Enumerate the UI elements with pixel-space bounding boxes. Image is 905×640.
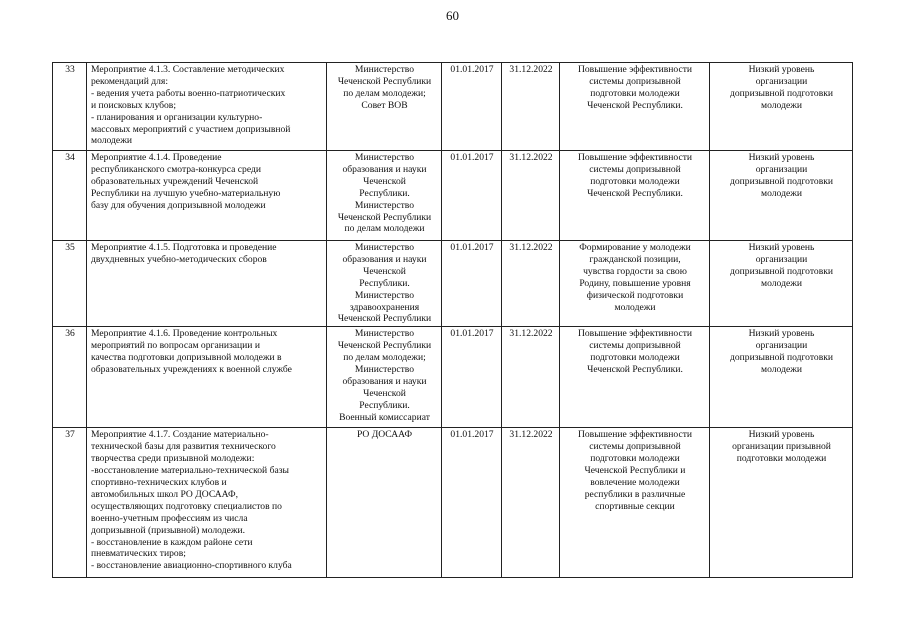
event-cell bbox=[87, 63, 327, 151]
event-line: образовательных учреждениях к военной службе bbox=[91, 364, 292, 376]
event-line: базу для обучения допризывной молодежи bbox=[91, 199, 266, 211]
result-line: вовлечение молодежи bbox=[590, 476, 680, 488]
risk-line: организации призывной bbox=[732, 441, 831, 453]
result-line: подготовки молодежи bbox=[590, 87, 680, 99]
result-line: Чеченской Республики. bbox=[587, 364, 683, 376]
result-line: Формирование у молодежи bbox=[579, 242, 691, 253]
result-line: физической подготовки bbox=[586, 289, 684, 301]
page-number: 60 bbox=[446, 8, 459, 23]
start-date-cell: 01.01.2017 bbox=[442, 63, 502, 151]
result-cell bbox=[560, 241, 710, 327]
result-line: Родину, повышение уровня bbox=[579, 277, 691, 289]
event-line: Мероприятие 4.1.4. Проведение bbox=[91, 152, 222, 163]
table-row bbox=[53, 63, 853, 151]
event-cell bbox=[87, 327, 327, 428]
result-line: системы допризывной bbox=[589, 75, 681, 87]
risk-cell bbox=[710, 327, 853, 428]
executor-line: по делам молодежи; bbox=[343, 87, 426, 99]
event-line: допризывной (призывной) молодежи. bbox=[91, 524, 246, 536]
executor-cell bbox=[327, 151, 442, 241]
row-number-cell: 36 bbox=[53, 327, 87, 428]
event-line: технической базы для развития технического bbox=[91, 441, 276, 453]
risk-cell bbox=[710, 241, 853, 327]
executor-line: Чеченской Республики bbox=[337, 75, 432, 87]
event-line: - планирования и организации культурно- bbox=[91, 111, 263, 123]
start-date-cell: 01.01.2017 bbox=[442, 428, 502, 578]
start-date-cell: 01.01.2017 bbox=[442, 151, 502, 241]
result-cell bbox=[560, 428, 710, 578]
result-line: Повышение эффективности bbox=[577, 152, 693, 163]
event-line: массовых мероприятий с участием допризывной bbox=[91, 123, 291, 135]
result-cell bbox=[560, 63, 710, 151]
event-line: качества подготовки допризывной молодежи в bbox=[91, 352, 282, 364]
risk-line: Низкий уровень bbox=[748, 429, 815, 441]
event-line: спортивно-технических клубов и bbox=[91, 476, 227, 488]
executor-line: образования и науки bbox=[342, 375, 427, 387]
end-date-cell: 31.12.2022 bbox=[502, 428, 560, 578]
event-line: Мероприятие 4.1.5. Подготовка и проведение bbox=[91, 242, 277, 253]
result-line: системы допризывной bbox=[589, 163, 681, 175]
event-line: -восстановление материально-технической базы bbox=[91, 465, 289, 477]
executor-line: Совет ВОВ bbox=[361, 99, 408, 111]
result-line: республики в различные bbox=[584, 488, 686, 500]
risk-line: Низкий уровень bbox=[748, 152, 815, 163]
risk-line: подготовки молодежи bbox=[736, 453, 827, 465]
executor-line: Министерство bbox=[354, 152, 415, 163]
risk-cell bbox=[710, 63, 853, 151]
executor-line: по делам молодежи; bbox=[343, 352, 426, 364]
result-line: Чеченской Республики и bbox=[584, 465, 686, 477]
result-cell bbox=[560, 151, 710, 241]
executor-line: Чеченской Республики bbox=[337, 313, 432, 325]
event-line: молодежи bbox=[91, 135, 132, 147]
event-line: творчества среди призывной молодежи: bbox=[91, 453, 255, 465]
event-line: - восстановление в каждом районе сети bbox=[91, 536, 253, 548]
risk-line: организации bbox=[755, 340, 808, 352]
end-date-cell: 31.12.2022 bbox=[502, 241, 560, 327]
table-row bbox=[53, 428, 853, 578]
executor-cell bbox=[327, 428, 442, 578]
event-line: Мероприятие 4.1.3. Составление методических bbox=[91, 64, 285, 75]
risk-line: молодежи bbox=[761, 277, 802, 289]
result-line: чувства гордости за свою bbox=[583, 265, 687, 277]
result-line: Повышение эффективности bbox=[577, 328, 693, 340]
executor-cell bbox=[327, 63, 442, 151]
event-line: пневматических тиров; bbox=[91, 548, 186, 560]
start-date-cell: 01.01.2017 bbox=[442, 327, 502, 428]
risk-line: допризывной подготовки bbox=[729, 175, 834, 187]
result-line: молодежи bbox=[614, 301, 656, 313]
result-cell bbox=[560, 327, 710, 428]
table-row bbox=[53, 327, 853, 428]
result-line: системы допризывной bbox=[589, 340, 681, 352]
risk-line: молодежи bbox=[761, 187, 802, 199]
event-line: образовательных учреждений Чеченской bbox=[91, 175, 259, 187]
risk-line: допризывной подготовки bbox=[729, 352, 834, 364]
risk-cell bbox=[710, 151, 853, 241]
event-line: Республики на лучшую учебно-материальную bbox=[91, 187, 281, 199]
executor-line: Министерство bbox=[354, 289, 415, 301]
result-line: системы допризывной bbox=[589, 441, 681, 453]
risk-line: допризывной подготовки bbox=[729, 87, 834, 99]
executor-line: Чеченской bbox=[363, 175, 406, 187]
result-line: Повышение эффективности bbox=[577, 64, 693, 75]
risk-line: Низкий уровень bbox=[748, 64, 815, 75]
result-line: подготовки молодежи bbox=[590, 453, 680, 465]
risk-line: молодежи bbox=[761, 99, 802, 111]
event-line: военно-учетным профессиям из числа bbox=[91, 512, 248, 524]
result-line: Чеченской Республики. bbox=[587, 99, 683, 111]
event-line: - восстановление авиационно-спортивного клуба bbox=[91, 560, 292, 572]
result-line: Повышение эффективности bbox=[577, 429, 693, 441]
end-date-cell: 31.12.2022 bbox=[502, 63, 560, 151]
executor-line: Чеченской bbox=[363, 265, 406, 277]
start-date-cell: 01.01.2017 bbox=[442, 241, 502, 327]
event-line: мероприятий по вопросам организации и bbox=[91, 340, 260, 352]
executor-line: Министерство bbox=[354, 328, 415, 340]
result-line: гражданской позиции, bbox=[589, 253, 681, 265]
executor-line: образования и науки bbox=[342, 163, 427, 175]
risk-line: организации bbox=[755, 75, 808, 87]
event-line: и поисковых клубов; bbox=[91, 99, 176, 111]
risk-line: допризывной подготовки bbox=[729, 265, 834, 277]
risk-line: Низкий уровень bbox=[748, 242, 815, 253]
executor-line: Республики. bbox=[359, 399, 410, 411]
event-line: Мероприятие 4.1.6. Проведение контрольных bbox=[91, 328, 278, 340]
executor-line: Министерство bbox=[354, 364, 415, 376]
row-number-cell: 35 bbox=[53, 241, 87, 327]
row-number-cell: 34 bbox=[53, 151, 87, 241]
risk-line: молодежи bbox=[761, 364, 802, 376]
result-line: спортивные секции bbox=[595, 500, 675, 512]
activities-table bbox=[52, 62, 853, 578]
executor-line: Министерство bbox=[354, 64, 415, 75]
event-line: - ведения учета работы военно-патриотических bbox=[91, 87, 286, 99]
risk-line: организации bbox=[755, 253, 808, 265]
table-body bbox=[53, 63, 853, 578]
event-line: автомобильных школ РО ДОСААФ, bbox=[91, 488, 238, 500]
end-date-cell: 31.12.2022 bbox=[502, 327, 560, 428]
row-number-cell: 33 bbox=[53, 63, 87, 151]
event-line: Мероприятие 4.1.7. Создание материально- bbox=[91, 429, 269, 441]
event-cell bbox=[87, 151, 327, 241]
executor-line: Министерство bbox=[354, 199, 415, 211]
executor-line: Чеченской bbox=[363, 387, 406, 399]
executor-line: образования и науки bbox=[342, 253, 427, 265]
event-line: осуществляющих подготовку специалистов по bbox=[91, 500, 282, 512]
result-line: подготовки молодежи bbox=[590, 352, 680, 364]
event-cell bbox=[87, 428, 327, 578]
end-date-cell: 31.12.2022 bbox=[502, 151, 560, 241]
executor-line: по делам молодежи bbox=[344, 223, 425, 235]
risk-line: организации bbox=[755, 163, 808, 175]
table-row bbox=[53, 241, 853, 327]
executor-cell bbox=[327, 241, 442, 327]
executor-line: Военный комиссариат bbox=[339, 411, 430, 423]
result-line: подготовки молодежи bbox=[590, 175, 680, 187]
executor-line: Чеченской Республики bbox=[337, 211, 432, 223]
executor-line: Республики. bbox=[359, 187, 410, 199]
event-line: двухдневных учебно-методических сборов bbox=[91, 253, 267, 265]
result-line: Чеченской Республики. bbox=[587, 187, 683, 199]
risk-cell bbox=[710, 428, 853, 578]
executor-cell bbox=[327, 327, 442, 428]
risk-line: Низкий уровень bbox=[748, 328, 815, 340]
executor-line: Республики. bbox=[359, 277, 410, 289]
executor-line: Чеченской Республики bbox=[337, 340, 432, 352]
event-cell bbox=[87, 241, 327, 327]
row-number-cell: 37 bbox=[53, 428, 87, 578]
table-row bbox=[53, 151, 853, 241]
executor-line: РО ДОСААФ bbox=[356, 429, 413, 441]
event-line: республиканского смотра-конкурса среди bbox=[91, 163, 261, 175]
executor-line: здравоохранения bbox=[349, 301, 420, 313]
event-line: рекомендаций для: bbox=[91, 75, 168, 87]
executor-line: Министерство bbox=[354, 242, 415, 253]
